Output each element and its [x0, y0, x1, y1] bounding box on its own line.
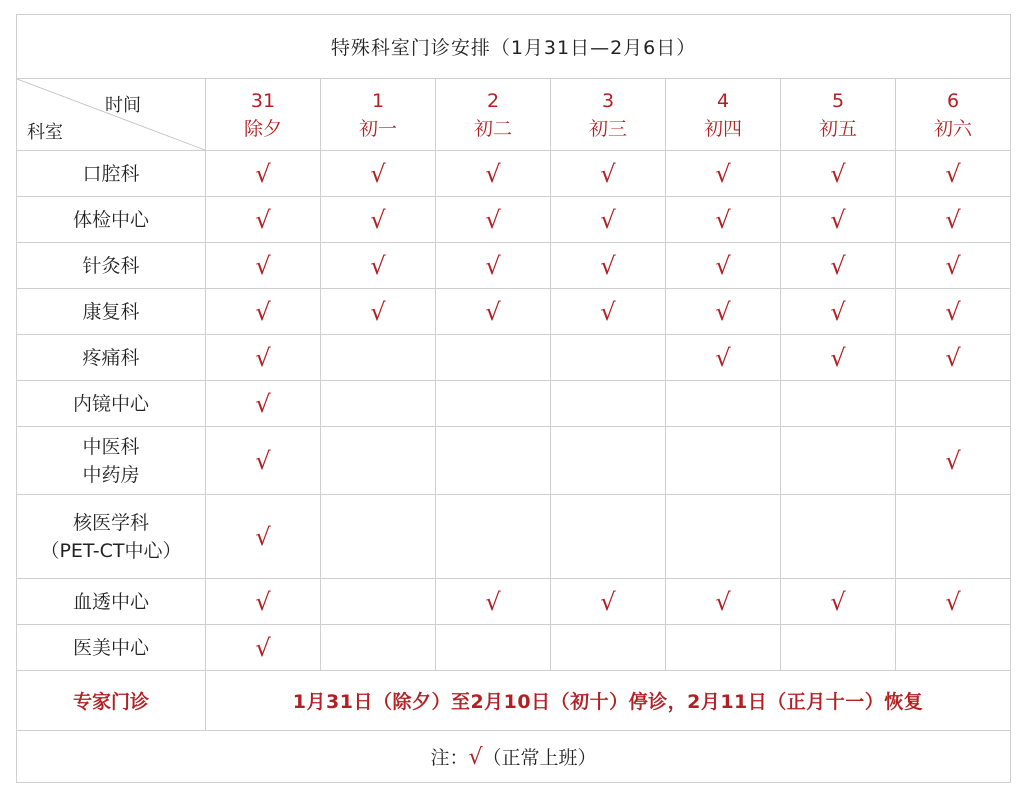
- schedule-cell: [666, 335, 781, 381]
- schedule-cell: [321, 151, 436, 197]
- check-mark-icon: √: [715, 587, 731, 616]
- schedule-cell: [781, 495, 896, 579]
- schedule-cell: [781, 579, 896, 625]
- schedule-cell: [666, 289, 781, 335]
- day-header-4: [666, 79, 781, 151]
- day-header-2: [436, 79, 551, 151]
- table-row: [17, 289, 1011, 335]
- check-mark-icon: √: [715, 205, 731, 234]
- department-name: [17, 579, 206, 625]
- check-mark-icon: √: [468, 745, 483, 770]
- check-mark-icon: √: [830, 587, 846, 616]
- header-row: [17, 79, 1011, 151]
- schedule-cell: [321, 243, 436, 289]
- check-mark-icon: √: [600, 251, 616, 280]
- schedule-cell: [666, 151, 781, 197]
- schedule-cell: [896, 381, 1011, 427]
- schedule-cell: [551, 243, 666, 289]
- schedule-cell: [206, 381, 321, 427]
- schedule-cell: [436, 335, 551, 381]
- day-lunar: 初五: [818, 117, 857, 140]
- day-date: 4: [716, 89, 730, 112]
- note-row: [17, 731, 1011, 783]
- check-mark-icon: √: [830, 297, 846, 326]
- check-mark-icon: √: [370, 297, 386, 326]
- department-name-line: （PET-CT中心）: [40, 539, 182, 562]
- check-mark-icon: √: [485, 587, 501, 616]
- schedule-cell: [551, 579, 666, 625]
- department-name: [17, 381, 206, 427]
- department-name: [17, 495, 206, 579]
- schedule-cell: [321, 197, 436, 243]
- schedule-cell: [206, 579, 321, 625]
- check-mark-icon: √: [370, 251, 386, 280]
- schedule-cell: [321, 427, 436, 495]
- expert-label: 专家门诊: [17, 671, 206, 731]
- table-row: [17, 151, 1011, 197]
- check-mark-icon: √: [485, 251, 501, 280]
- department-name-line: 医美中心: [72, 636, 149, 659]
- check-mark-icon: √: [945, 446, 961, 475]
- schedule-cell: [206, 197, 321, 243]
- schedule-cell: [436, 381, 551, 427]
- day-date: 31: [250, 89, 276, 112]
- schedule-cell: [206, 243, 321, 289]
- schedule-cell: [896, 151, 1011, 197]
- check-mark-icon: √: [600, 159, 616, 188]
- table-row: [17, 243, 1011, 289]
- schedule-cell: [551, 427, 666, 495]
- schedule-cell: [206, 427, 321, 495]
- check-mark-icon: √: [255, 343, 271, 372]
- day-lunar: 初四: [703, 117, 742, 140]
- check-mark-icon: √: [485, 297, 501, 326]
- department-name-line: 内镜中心: [72, 392, 149, 415]
- expert-row: [17, 671, 1011, 731]
- day-date: 2: [486, 89, 500, 112]
- table-row: [17, 197, 1011, 243]
- schedule-cell: [436, 427, 551, 495]
- schedule-cell: [896, 197, 1011, 243]
- schedule-cell: [896, 427, 1011, 495]
- check-mark-icon: √: [370, 159, 386, 188]
- schedule-cell: [321, 579, 436, 625]
- department-name-line: 中医科: [82, 435, 140, 458]
- schedule-cell: [436, 151, 551, 197]
- schedule-cell: [666, 381, 781, 427]
- schedule-cell: [896, 579, 1011, 625]
- check-mark-icon: √: [255, 633, 271, 662]
- day-header-1: [321, 79, 436, 151]
- check-mark-icon: √: [945, 205, 961, 234]
- schedule-cell: [321, 289, 436, 335]
- schedule-cell: [666, 427, 781, 495]
- day-header-3: [551, 79, 666, 151]
- department-name: [17, 335, 206, 381]
- table-row: [17, 625, 1011, 671]
- schedule-cell: [551, 151, 666, 197]
- day-date: 6: [946, 89, 960, 112]
- department-name-line: 口腔科: [82, 162, 140, 185]
- schedule-cell: [551, 289, 666, 335]
- department-name-line: 康复科: [82, 300, 140, 323]
- check-mark-icon: √: [945, 587, 961, 616]
- schedule-cell: [436, 243, 551, 289]
- table-row: [17, 381, 1011, 427]
- department-name-line: 血透中心: [72, 590, 149, 613]
- table-row: [17, 427, 1011, 495]
- check-mark-icon: √: [715, 251, 731, 280]
- check-mark-icon: √: [945, 251, 961, 280]
- department-name-line: 核医学科: [72, 511, 149, 534]
- schedule-cell: [321, 495, 436, 579]
- check-mark-icon: √: [485, 159, 501, 188]
- check-mark-icon: √: [830, 251, 846, 280]
- schedule-cell: [781, 625, 896, 671]
- schedule-cell: [206, 151, 321, 197]
- corner-dept-label: 科室: [27, 122, 63, 143]
- schedule-cell: [781, 151, 896, 197]
- schedule-cell: [436, 197, 551, 243]
- check-mark-icon: √: [255, 297, 271, 326]
- day-lunar: 初六: [934, 117, 973, 140]
- check-mark-icon: √: [255, 446, 271, 475]
- department-name-line: 体检中心: [72, 208, 149, 231]
- schedule-table: [16, 14, 1011, 783]
- check-mark-icon: √: [715, 343, 731, 372]
- schedule-cell: [781, 427, 896, 495]
- check-mark-icon: √: [255, 522, 271, 551]
- schedule-cell: [666, 579, 781, 625]
- expert-notice: 1月31日（除夕）至2月10日（初十）停诊，2月11日（正月十一）恢复: [206, 671, 1011, 731]
- day-lunar: 除夕: [243, 117, 282, 140]
- day-date: 3: [601, 89, 615, 112]
- schedule-cell: [666, 197, 781, 243]
- table-row: [17, 335, 1011, 381]
- check-mark-icon: √: [255, 587, 271, 616]
- department-name-line: 针灸科: [82, 254, 140, 277]
- schedule-cell: [896, 243, 1011, 289]
- schedule-cell: [781, 381, 896, 427]
- day-header-5: [781, 79, 896, 151]
- day-date: 5: [831, 89, 845, 112]
- check-mark-icon: √: [600, 587, 616, 616]
- department-name-line: 中药房: [82, 463, 140, 486]
- day-lunar: 初三: [588, 117, 627, 140]
- schedule-cell: [781, 243, 896, 289]
- day-header-31: [206, 79, 321, 151]
- schedule-cell: [896, 495, 1011, 579]
- schedule-cell: [551, 625, 666, 671]
- schedule-cell: [781, 335, 896, 381]
- check-mark-icon: √: [715, 297, 731, 326]
- department-name: [17, 197, 206, 243]
- corner-time-label: 时间: [105, 95, 141, 116]
- day-date: 1: [371, 89, 385, 112]
- schedule-cell: [551, 495, 666, 579]
- schedule-cell: [551, 335, 666, 381]
- check-mark-icon: √: [715, 159, 731, 188]
- schedule-cell: [666, 625, 781, 671]
- check-mark-icon: √: [485, 205, 501, 234]
- schedule-cell: [321, 381, 436, 427]
- legend-note: [17, 731, 1011, 783]
- check-mark-icon: √: [945, 343, 961, 372]
- note-prefix: 注：: [430, 747, 469, 769]
- department-name: [17, 151, 206, 197]
- schedule-cell: [321, 625, 436, 671]
- schedule-cell: [781, 197, 896, 243]
- check-mark-icon: √: [255, 389, 271, 418]
- schedule-cell: [436, 289, 551, 335]
- department-name: [17, 243, 206, 289]
- schedule-cell: [666, 243, 781, 289]
- department-name: [17, 427, 206, 495]
- check-mark-icon: √: [600, 297, 616, 326]
- day-lunar: 初一: [358, 117, 397, 140]
- schedule-cell: [206, 625, 321, 671]
- day-lunar: 初二: [473, 117, 512, 140]
- day-header-6: [896, 79, 1011, 151]
- schedule-cell: [436, 625, 551, 671]
- schedule-cell: [781, 289, 896, 335]
- check-mark-icon: √: [830, 159, 846, 188]
- check-mark-icon: √: [370, 205, 386, 234]
- schedule-cell: [896, 289, 1011, 335]
- corner-cell: [17, 79, 206, 151]
- department-name: [17, 625, 206, 671]
- table-title: 特殊科室门诊安排（1月31日—2月6日）: [17, 15, 1011, 79]
- schedule-cell: [666, 495, 781, 579]
- schedule-cell: [436, 495, 551, 579]
- table-row: [17, 495, 1011, 579]
- schedule-cell: [321, 335, 436, 381]
- check-mark-icon: √: [830, 205, 846, 234]
- check-mark-icon: √: [600, 205, 616, 234]
- schedule-cell: [206, 289, 321, 335]
- schedule-cell: [896, 335, 1011, 381]
- check-mark-icon: √: [945, 159, 961, 188]
- schedule-cell: [551, 197, 666, 243]
- check-mark-icon: √: [830, 343, 846, 372]
- schedule-cell: [206, 495, 321, 579]
- note-suffix: （正常上班）: [482, 747, 597, 769]
- schedule-cell: [896, 625, 1011, 671]
- department-name-line: 疼痛科: [82, 346, 140, 369]
- check-mark-icon: √: [255, 159, 271, 188]
- schedule-cell: [436, 579, 551, 625]
- schedule-cell: [206, 335, 321, 381]
- check-mark-icon: √: [255, 205, 271, 234]
- table-row: [17, 579, 1011, 625]
- schedule-cell: [551, 381, 666, 427]
- check-mark-icon: √: [945, 297, 961, 326]
- check-mark-icon: √: [255, 251, 271, 280]
- department-name: [17, 289, 206, 335]
